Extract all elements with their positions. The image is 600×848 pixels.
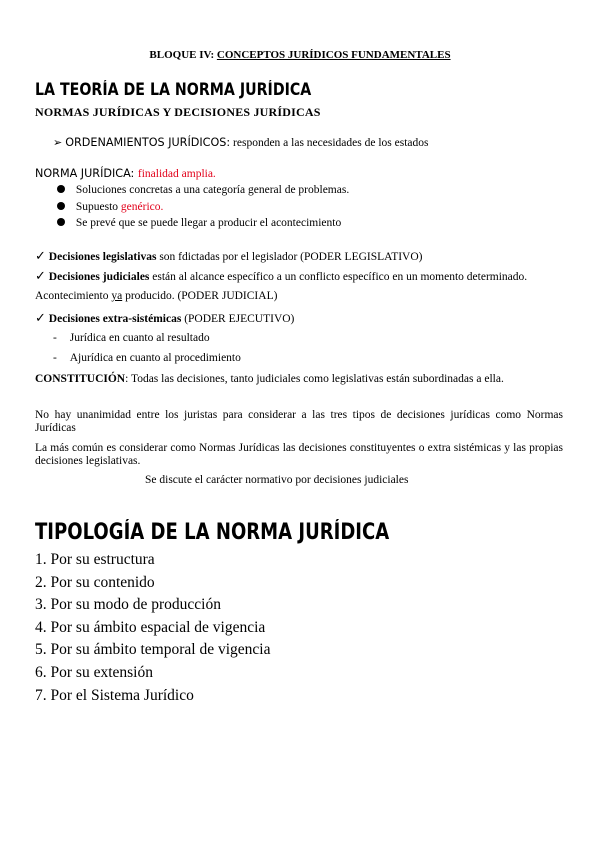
dash-item	[53, 352, 241, 364]
dash-icon: -	[53, 352, 57, 364]
tipologia-item: 7. Por el Sistema Jurídico	[35, 687, 194, 704]
decisiones-legislativas	[35, 248, 422, 264]
tipologia-item: 1. Por su estructura	[35, 551, 155, 568]
decisiones-extra-sistemicas	[35, 310, 294, 326]
bullet-icon	[57, 202, 65, 210]
ordenamientos-text: responden a las necesidades de los estados	[230, 137, 429, 149]
bullet-text: Supuesto	[75, 201, 121, 213]
acontecimiento-underlined: ya	[111, 290, 123, 302]
tipologia-item: 5. Por su ámbito temporal de vigencia	[35, 641, 271, 658]
tipologia-item: 2. Por su contenido	[35, 574, 155, 591]
header-prefix: BLOQUE IV:	[149, 49, 217, 61]
tipologia-item: 3. Por su modo de producción	[35, 596, 221, 613]
acontecimiento-text: Acontecimiento	[35, 290, 112, 302]
bullet-item	[57, 201, 163, 213]
arrow-icon: ➢	[53, 136, 63, 149]
bullet-item	[57, 184, 349, 196]
decisiones-judiciales	[35, 268, 527, 284]
check-icon: ✓	[35, 268, 46, 283]
bullet-icon	[57, 185, 65, 193]
bullet-text: Se prevé que se puede llegar a producir el acontecimiento	[75, 217, 342, 229]
acontecimiento-text-end: producido. (PODER JUDICIAL)	[122, 290, 278, 302]
bullet-icon	[57, 218, 65, 226]
bullet-red-text: genérico.	[120, 201, 164, 213]
dash-text: Ajurídica en cuanto al procedimiento	[69, 352, 241, 364]
decisiones-judiciales-text: están al alcance específico a un conflicto específico en un momento determinado.	[149, 271, 528, 283]
decisiones-legislativas-label: Decisiones legislativas	[48, 251, 157, 263]
decisiones-extra-text: (PODER EJECUTIVO)	[181, 313, 295, 325]
bullet-item	[57, 217, 341, 229]
decisiones-extra-label: Decisiones extra-sistémicas	[48, 313, 182, 325]
document-header	[0, 49, 600, 61]
dash-icon: -	[53, 332, 57, 344]
dash-text: Jurídica en cuanto al resultado	[69, 332, 210, 344]
norma-red-text: finalidad amplia.	[137, 168, 216, 180]
tipologia-item: 4. Por su ámbito espacial de vigencia	[35, 619, 266, 636]
section-title-tipologia: TIPOLOGÍA DE LA NORMA JURÍDICA	[35, 520, 390, 545]
paragraph-unanimidad: No hay unanimidad entre los juristas para considerar a las tres tipos de decisiones jurídicas como Normas Jurídicas	[35, 409, 563, 434]
norma-line	[35, 166, 216, 181]
constitucion-line	[35, 373, 504, 385]
check-icon: ✓	[35, 310, 46, 325]
decisiones-judiciales-label: Decisiones judiciales	[48, 271, 150, 283]
check-icon: ✓	[35, 248, 46, 263]
section-title-teoria: LA TEORÍA DE LA NORMA JURÍDICA	[35, 80, 312, 99]
norma-label: NORMA JURÍDICA:	[35, 167, 138, 180]
bullet-text: Soluciones concretas a una categoría general de problemas.	[75, 184, 350, 196]
tipologia-item: 6. Por su extensión	[35, 664, 153, 681]
constitucion-text: : Todas las decisiones, tanto judiciales como legislativas están subordinadas a ella.	[125, 373, 504, 385]
constitucion-label: CONSTITUCIÓN	[35, 373, 126, 385]
section-subtitle: NORMAS JURÍDICAS Y DECISIONES JURÍDICAS	[35, 105, 321, 119]
paragraph-mas-comun: La más común es considerar como Normas Jurídicas las decisiones constituyentes o extra sistémicas y las propias decisiones legislativas.	[35, 442, 563, 467]
decisiones-legislativas-text: son fdictadas por el legislador (PODER LEGISLATIVO)	[156, 251, 423, 263]
header-title: CONCEPTOS JURÍDICOS FUNDAMENTALES	[216, 49, 451, 61]
ordenamientos-line	[53, 135, 428, 150]
acontecimiento-line	[35, 290, 277, 302]
dash-item	[53, 332, 210, 344]
ordenamientos-label: ORDENAMIENTOS JURÍDICOS:	[65, 136, 231, 149]
paragraph-discute: Se discute el carácter normativo por decisiones judiciales	[145, 474, 409, 486]
